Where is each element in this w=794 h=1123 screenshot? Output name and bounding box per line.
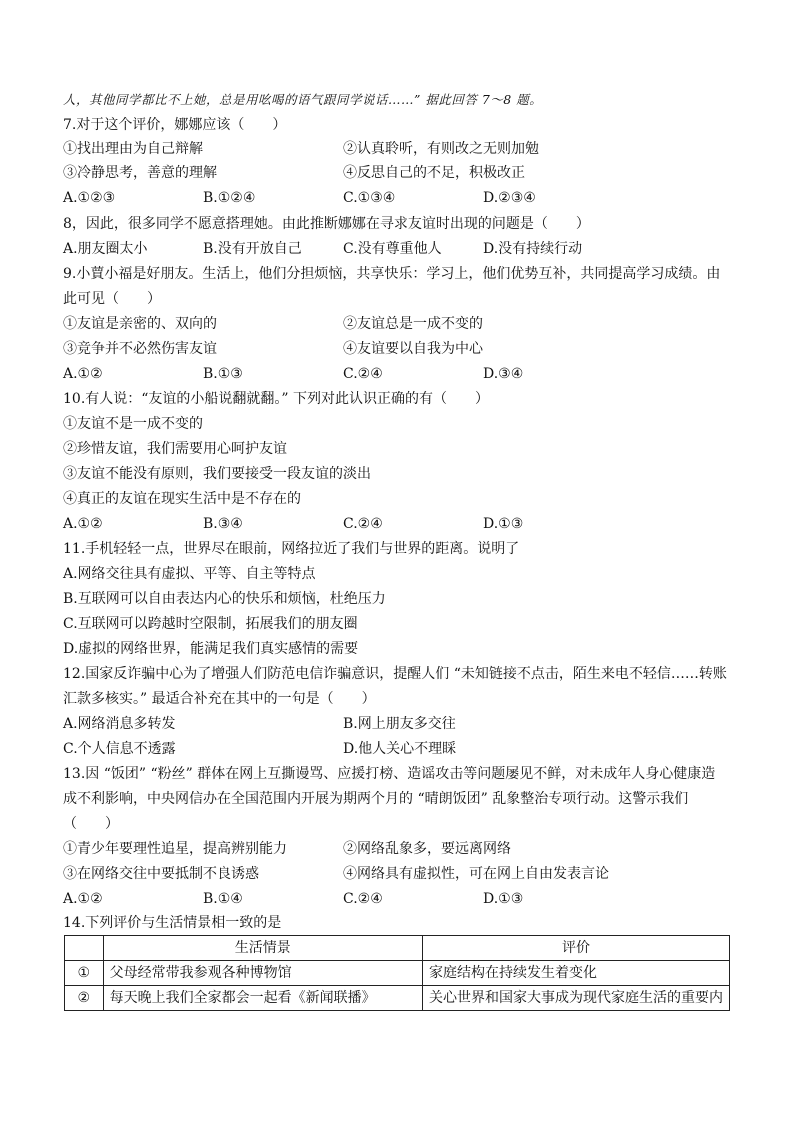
question-11-option-c: C.互联网可以跨越时空限制，拓展我们的朋友圈	[63, 616, 358, 632]
question-10-answers	[63, 514, 743, 534]
question-13-stem-line-2: 成不利影响，中央网信办在全国范围内开展为期两个月的 “晴朗饭团” 乱象整治专项行动。这警示我们	[63, 791, 689, 807]
table-cell: 每天晚上我们全家都会一起看《新闻联播》	[103, 986, 422, 1011]
answer-b: B.①④	[203, 891, 243, 907]
table-header-cell: 评价	[423, 936, 730, 961]
answer-d: D.他人关心不理睬	[343, 741, 457, 757]
question-10-item-2: ②珍惜友谊，我们需要用心呵护友谊	[63, 441, 287, 457]
question-9-answers	[63, 364, 743, 384]
answer-c: C.②④	[343, 366, 383, 382]
answer-b: B.没有开放自己	[203, 241, 302, 257]
table-cell: 关心世界和国家大事成为现代家庭生活的重要内	[423, 986, 730, 1011]
option-1: ①友谊是亲密的、双向的	[63, 316, 217, 332]
question-11-option-d: D.虚拟的网络世界，能满足我们真实感情的需要	[63, 641, 359, 657]
answer-c: C.②④	[343, 516, 383, 532]
question-12-answers-row-2	[63, 739, 743, 759]
option-4: ④反思自己的不足，积极改正	[343, 165, 525, 181]
question-8-stem: 8，因此，很多同学不愿意搭理她。由此推断娜娜在寻求友谊时出现的问题是（ ）	[63, 216, 590, 232]
option-3: ③竞争并不必然伤害友谊	[63, 341, 217, 357]
option-2: ②网络乱象多，要远离网络	[343, 841, 511, 857]
question-9-stem-line-1: 9.小蕒小福是好朋友。生活上，他们分担烦恼，共享快乐：学习上，他们优势互补，共同提高学习成绩。由	[63, 266, 721, 282]
answer-c: C.个人信息不透露	[63, 741, 176, 757]
answer-a: A.网络消息多转发	[63, 716, 176, 732]
option-2: ②友谊总是一成不变的	[343, 316, 483, 332]
table-cell: 家庭结构在持续发生着变化	[423, 961, 730, 986]
answer-c: C.②④	[343, 891, 383, 907]
answer-d: D.③④	[483, 366, 524, 382]
table-cell: ①	[65, 961, 104, 986]
answer-c: C.①③④	[343, 190, 396, 206]
answer-b: B.网上朋友多交往	[343, 716, 456, 732]
table-header-cell	[65, 936, 104, 961]
table-header-row	[65, 936, 730, 961]
question-11-stem: 11.手机轻轻一点，世界尽在眼前，网络拉近了我们与世界的距离。说明了	[63, 541, 520, 557]
answer-d: D.没有持续行动	[483, 241, 583, 257]
question-12-stem-line-2: 汇款多核实。” 最适合补充在其中的一句是（ ）	[63, 691, 376, 707]
table-cell: 父母经常带我参观各种博物馆	[103, 961, 422, 986]
question-12-answers-row-1	[63, 714, 743, 734]
question-10-stem: 10.有人说：“友谊的小船说翻就翻。” 下列对此认识正确的有（ ）	[63, 391, 490, 407]
answer-b: B.③④	[203, 516, 243, 532]
answer-b: B.①②④	[203, 190, 256, 206]
option-3: ③冷静思考，善意的理解	[63, 165, 217, 181]
answer-a: A.①②③	[63, 190, 116, 206]
answer-d: D.①③	[483, 891, 524, 907]
question-13-options-row-1	[63, 839, 743, 859]
question-9-stem-line-2: 此可见（ ）	[63, 291, 161, 307]
answer-d: D.②③④	[483, 190, 536, 206]
option-1: ①青少年要理性追星，提高辨别能力	[63, 841, 287, 857]
question-9-options-row-2	[63, 339, 743, 359]
table-row	[65, 986, 730, 1011]
answer-b: B.①③	[203, 366, 243, 382]
table-header-cell: 生活情景	[103, 936, 422, 961]
passage-intro: 人，其他同学都比不上她，总是用吆喝的语气跟同学说话……” 据此回答 7～8 题。	[63, 92, 543, 107]
question-10-item-3: ③友谊不能没有原则，我们要接受一段友谊的淡出	[63, 466, 371, 482]
question-10-item-1: ①友谊不是一成不变的	[63, 416, 203, 432]
question-8-answers	[63, 239, 743, 259]
table-cell: ②	[65, 986, 104, 1011]
question-10-item-4: ④真正的友谊在现实生活中是不存在的	[63, 491, 301, 507]
question-7-stem: 7.对于这个评价，娜娜应该（ ）	[63, 117, 287, 133]
answer-d: D.①③	[483, 516, 524, 532]
question-13-stem-line-1: 13.因 “饭团” “粉丝” 群体在网上互撕谩骂、应援打榜、造谣攻击等问题屡见不鲜，对未成年人身心健康造	[63, 766, 716, 782]
question-13-answers	[63, 889, 743, 909]
question-13-options-row-2	[63, 864, 743, 884]
answer-c: C.没有尊重他人	[343, 241, 442, 257]
question-7-options-row-1	[63, 139, 743, 159]
evaluation-table	[64, 935, 730, 1011]
question-11-option-a: A.网络交往具有虚拟、平等、自主等特点	[63, 566, 316, 582]
answer-a: A.①②	[63, 891, 103, 907]
question-13-stem-line-3: （ ）	[63, 816, 119, 832]
answer-a: A.①②	[63, 366, 103, 382]
option-2: ②认真聆听，有则改之无则加勉	[343, 141, 539, 157]
question-14-stem: 14.下列评价与生活情景相一致的是	[63, 915, 282, 931]
question-11-option-b: B.互联网可以自由表达内心的快乐和烦恼，杜绝压力	[63, 591, 386, 607]
question-9-options-row-1	[63, 314, 743, 334]
option-1: ①找出理由为自己辩解	[63, 141, 203, 157]
option-3: ③在网络交往中要抵制不良诱惑	[63, 866, 259, 882]
question-7-answers	[63, 188, 743, 208]
question-7-options-row-2	[63, 163, 743, 183]
option-4: ④友谊要以自我为中心	[343, 341, 483, 357]
answer-a: A.朋友圈太小	[63, 241, 148, 257]
table-row	[65, 961, 730, 986]
question-12-stem-line-1: 12.国家反诈骗中心为了增强人们防范电信诈骗意识，提醒人们 “未知链接不点击，陌生来电不轻信……转账	[63, 666, 727, 682]
answer-a: A.①②	[63, 516, 103, 532]
option-4: ④网络具有虚拟性，可在网上自由发表言论	[343, 866, 609, 882]
